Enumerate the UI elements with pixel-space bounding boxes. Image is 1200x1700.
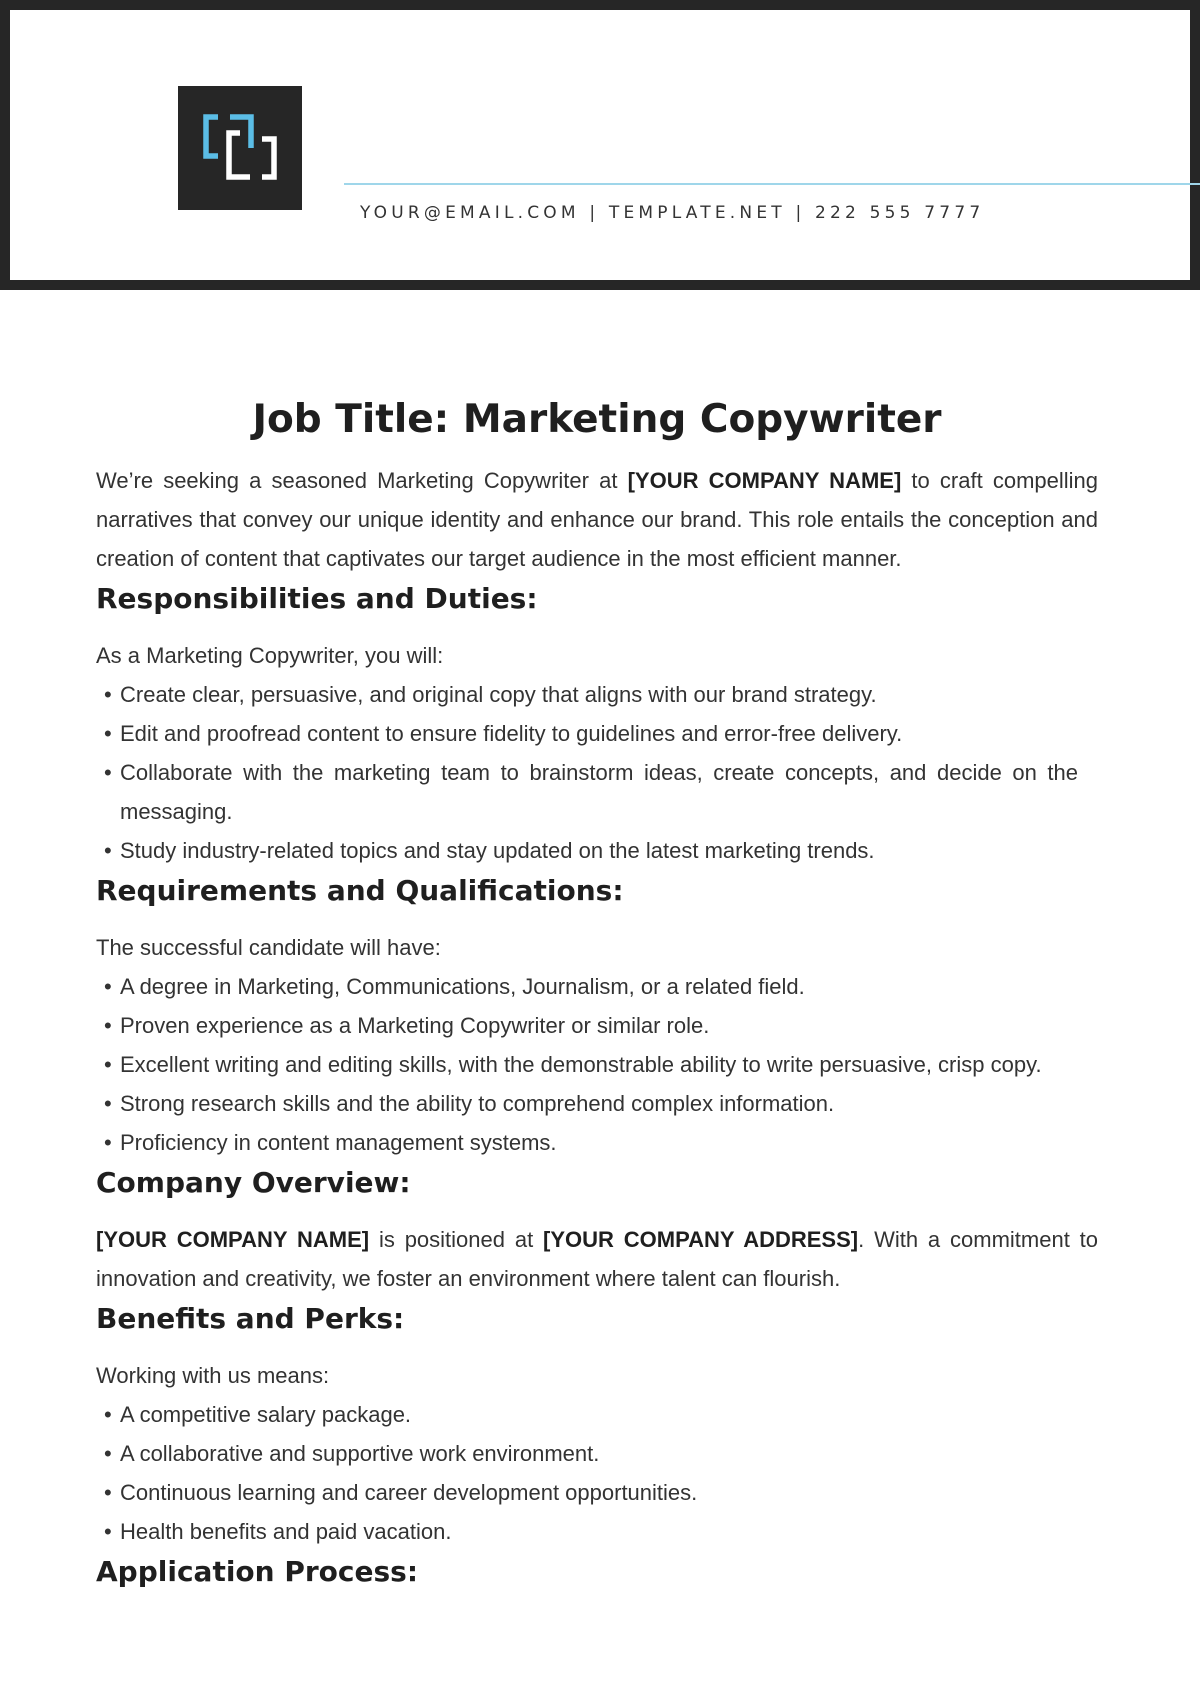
list-item-text: Proven experience as a Marketing Copywriter or similar role. xyxy=(120,1013,710,1038)
bullet-icon: • xyxy=(104,974,112,999)
application-process-heading: Application Process: xyxy=(96,1555,419,1588)
bullet-icon: • xyxy=(104,1441,112,1466)
list-item xyxy=(96,1434,1098,1473)
list-item-text: Create clear, persuasive, and original copy that aligns with our brand strategy. xyxy=(120,682,877,707)
bullet-icon: • xyxy=(104,1402,112,1427)
list-item-text: Health benefits and paid vacation. xyxy=(120,1519,452,1544)
list-item xyxy=(96,714,1098,753)
company-logo xyxy=(178,86,302,210)
letterhead xyxy=(0,0,1200,290)
bullet-icon: • xyxy=(104,1519,112,1544)
bullet-icon: • xyxy=(104,682,112,707)
bullet-icon: • xyxy=(104,838,112,863)
company-overview-paragraph xyxy=(96,1220,1098,1298)
list-item xyxy=(96,1045,1098,1084)
company-overview-heading: Company Overview: xyxy=(96,1166,411,1199)
list-item-text: Continuous learning and career development opportunities. xyxy=(120,1480,698,1505)
list-item xyxy=(96,1123,1098,1162)
overview-text-continued: . With a commitment to innovation and creativity, we foster an environment where talent can flourish. xyxy=(96,1227,1098,1291)
list-item xyxy=(96,1512,1098,1551)
bullet-icon: • xyxy=(104,1480,112,1505)
responsibilities-lead: As a Marketing Copywriter, you will: xyxy=(96,643,444,668)
list-item-text: Strong research skills and the ability to comprehend complex information. xyxy=(120,1091,835,1116)
responsibilities-list xyxy=(96,675,1098,870)
requirements-lead: The successful candidate will have: xyxy=(96,935,441,960)
requirements-heading: Requirements and Qualifications: xyxy=(96,874,624,907)
responsibilities-heading: Responsibilities and Duties: xyxy=(96,582,538,615)
list-item-text: Proficiency in content management systems. xyxy=(120,1130,557,1155)
document-title: Job Title: Marketing Copywriter xyxy=(252,397,942,442)
benefits-list xyxy=(96,1395,1098,1551)
list-item-text: A collaborative and supportive work environment. xyxy=(120,1441,600,1466)
list-item-text: Edit and proofread content to ensure fidelity to guidelines and error-free delivery. xyxy=(120,721,903,746)
bullet-icon: • xyxy=(104,1013,112,1038)
document-body xyxy=(96,395,1098,1593)
list-item-text: A competitive salary package. xyxy=(120,1402,412,1427)
bullet-icon: • xyxy=(104,1091,112,1116)
list-item xyxy=(96,1084,1098,1123)
list-item xyxy=(96,1006,1098,1045)
list-item-text: Excellent writing and editing skills, with the demonstrable ability to write persuasive, crisp copy. xyxy=(120,1052,1042,1077)
benefits-lead: Working with us means: xyxy=(96,1363,330,1388)
benefits-heading: Benefits and Perks: xyxy=(96,1302,405,1335)
list-item-text: A degree in Marketing, Communications, Journalism, or a related field. xyxy=(120,974,805,999)
bullet-icon: • xyxy=(104,760,112,785)
company-name-placeholder: [YOUR COMPANY NAME] xyxy=(627,468,902,493)
bullet-icon: • xyxy=(104,1130,112,1155)
contact-info: YOUR@EMAIL.COM | TEMPLATE.NET | 222 555 7777 xyxy=(360,203,985,223)
list-item xyxy=(96,675,1098,714)
bullet-icon: • xyxy=(104,1052,112,1077)
list-item-text: Study industry-related topics and stay updated on the latest marketing trends. xyxy=(120,838,875,863)
header-divider xyxy=(344,183,1200,185)
list-item xyxy=(96,1395,1098,1434)
intro-paragraph xyxy=(96,461,1098,578)
list-item-text: Collaborate with the marketing team to brainstorm ideas, create concepts, and decide on the messaging. xyxy=(120,760,1078,824)
list-item xyxy=(96,967,1098,1006)
company-name-placeholder: [YOUR COMPANY NAME] xyxy=(96,1227,370,1252)
overview-text: is positioned at xyxy=(369,1227,544,1252)
bracket-logo-icon xyxy=(178,86,302,210)
intro-text: We’re seeking a seasoned Marketing Copywriter at xyxy=(96,468,628,493)
bullet-icon: • xyxy=(104,721,112,746)
intro-text-continued: to craft compelling narratives that convey our unique identity and enhance our brand. This role entails the conception and creation of content that captivates our target audience in the most efficient manner. xyxy=(96,468,1098,571)
requirements-list xyxy=(96,967,1098,1162)
company-address-placeholder: [YOUR COMPANY ADDRESS] xyxy=(543,1227,859,1252)
list-item xyxy=(96,753,1098,831)
list-item xyxy=(96,831,1098,870)
list-item xyxy=(96,1473,1098,1512)
